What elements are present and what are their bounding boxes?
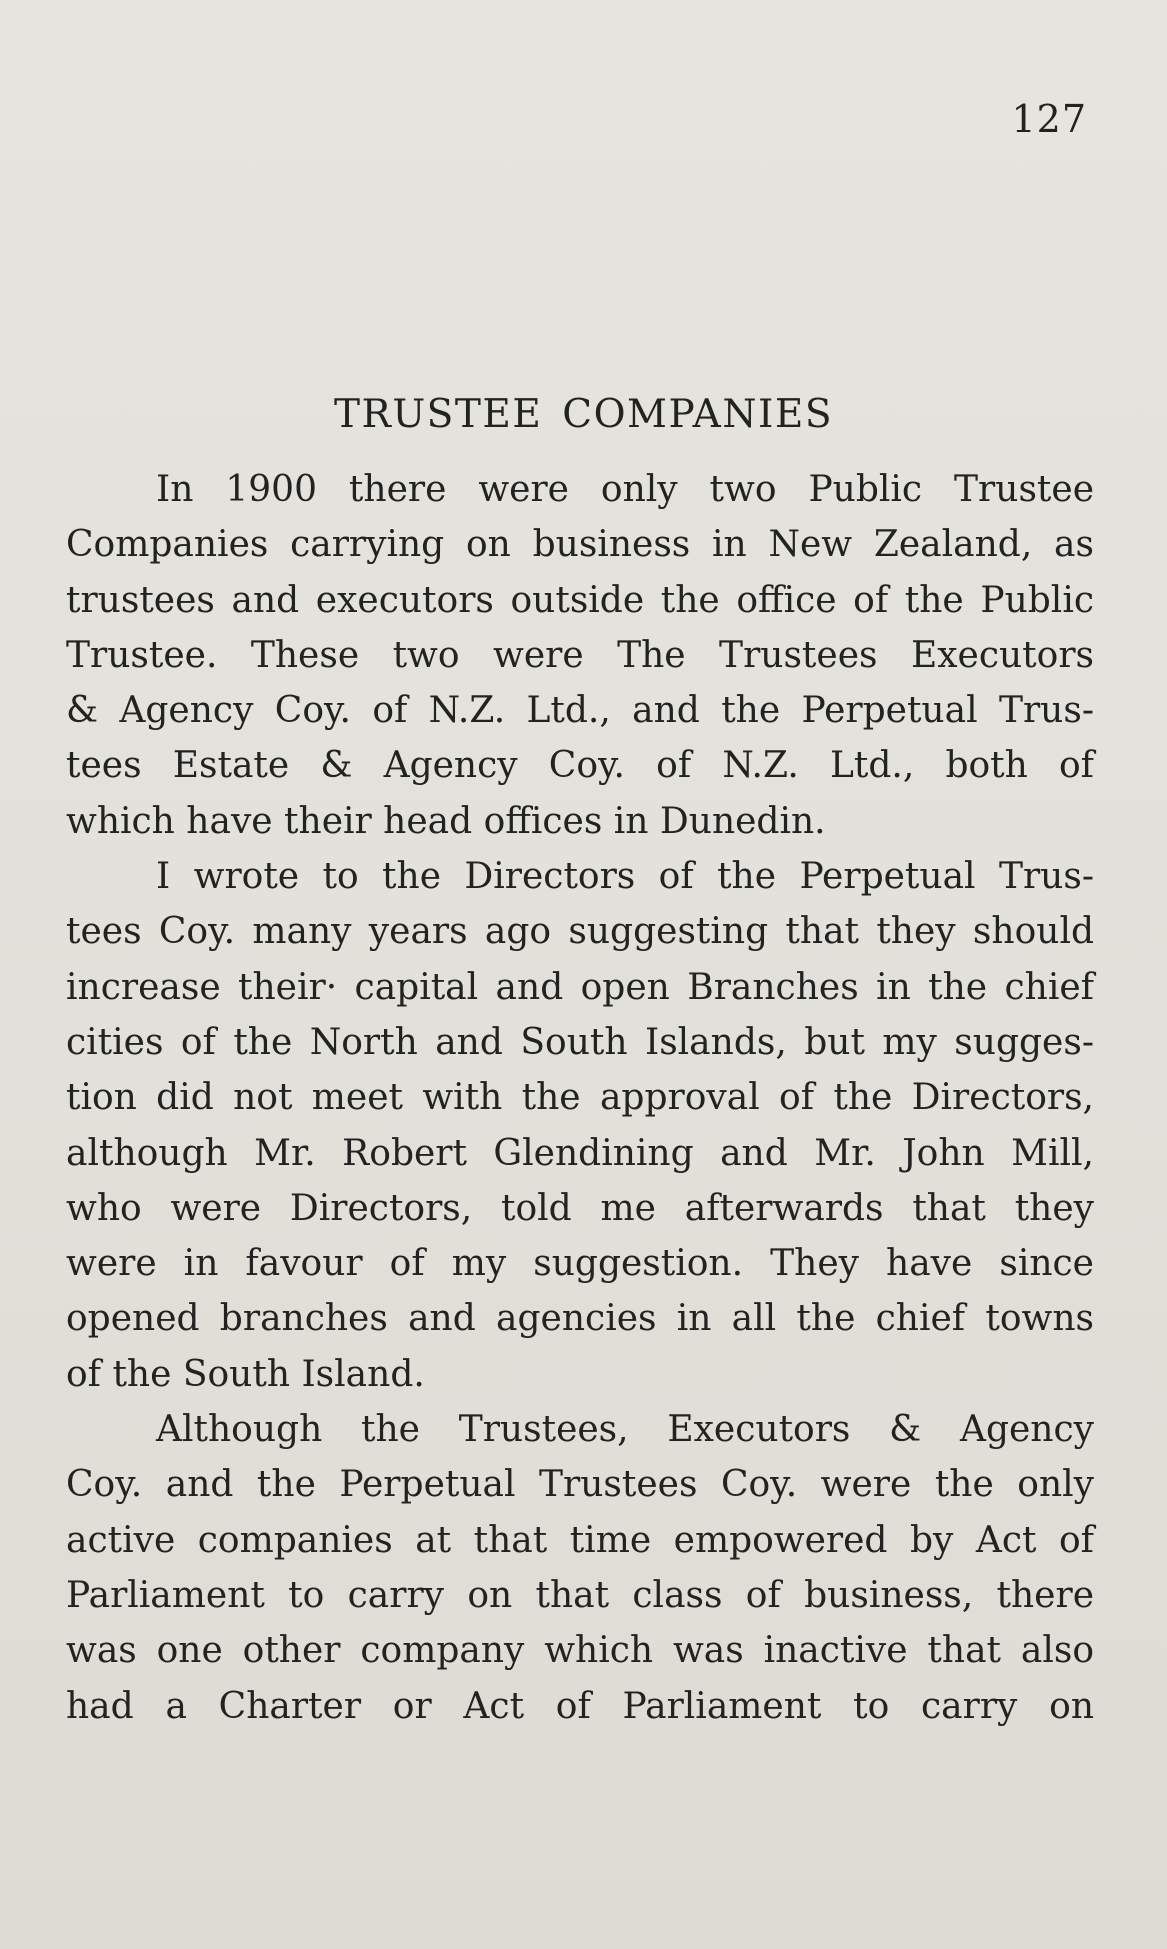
text-line: who were Directors, told me afterwards that they bbox=[66, 1187, 1094, 1229]
text-line: had a Charter or Act of Parliament to carry on bbox=[66, 1685, 1094, 1727]
text-line: increase their· capital and open Branches in the chief bbox=[66, 966, 1094, 1008]
text-line: which have their head offices in Dunedin. bbox=[66, 800, 826, 842]
chapter-heading: TRUSTEE COMPANIES bbox=[333, 392, 834, 437]
text-line: active companies at that time empowered by Act of bbox=[66, 1519, 1094, 1561]
text-line: Trustee. These two were The Trustees Executors bbox=[66, 634, 1094, 676]
body-text bbox=[66, 462, 1094, 1734]
text-line: Parliament to carry on that class of business, there bbox=[66, 1574, 1094, 1616]
text-line: were in favour of my suggestion. They have since bbox=[66, 1243, 1094, 1285]
text-line: Although the Trustees, Executors & Agency bbox=[156, 1409, 1094, 1451]
text-line: I wrote to the Directors of the Perpetual Trus- bbox=[156, 856, 1094, 898]
text-line: tion did not meet with the approval of the Directors, bbox=[66, 1077, 1094, 1119]
text-line: tees Coy. many years ago suggesting that they should bbox=[66, 911, 1094, 953]
text-line: of the South Island. bbox=[66, 1353, 425, 1395]
text-line: although Mr. Robert Glendining and Mr. John Mill, bbox=[66, 1132, 1094, 1174]
text-line: Companies carrying on business in New Zealand, as bbox=[66, 524, 1094, 566]
text-line: cities of the North and South Islands, but my sugges- bbox=[66, 1021, 1094, 1063]
text-line: trustees and executors outside the office of the Public bbox=[66, 579, 1094, 621]
text-line: In 1900 there were only two Public Trustee bbox=[156, 469, 1094, 510]
text-line: opened branches and agencies in all the chief towns bbox=[66, 1298, 1094, 1340]
text-line: was one other company which was inactive that also bbox=[66, 1630, 1094, 1672]
text-line: tees Estate & Agency Coy. of N.Z. Ltd., both of bbox=[66, 745, 1094, 787]
text-line: Coy. and the Perpetual Trustees Coy. were the only bbox=[66, 1464, 1094, 1506]
text-line: & Agency Coy. of N.Z. Ltd., and the Perpetual Trus- bbox=[66, 690, 1094, 732]
page-number: 127 bbox=[1011, 97, 1087, 141]
